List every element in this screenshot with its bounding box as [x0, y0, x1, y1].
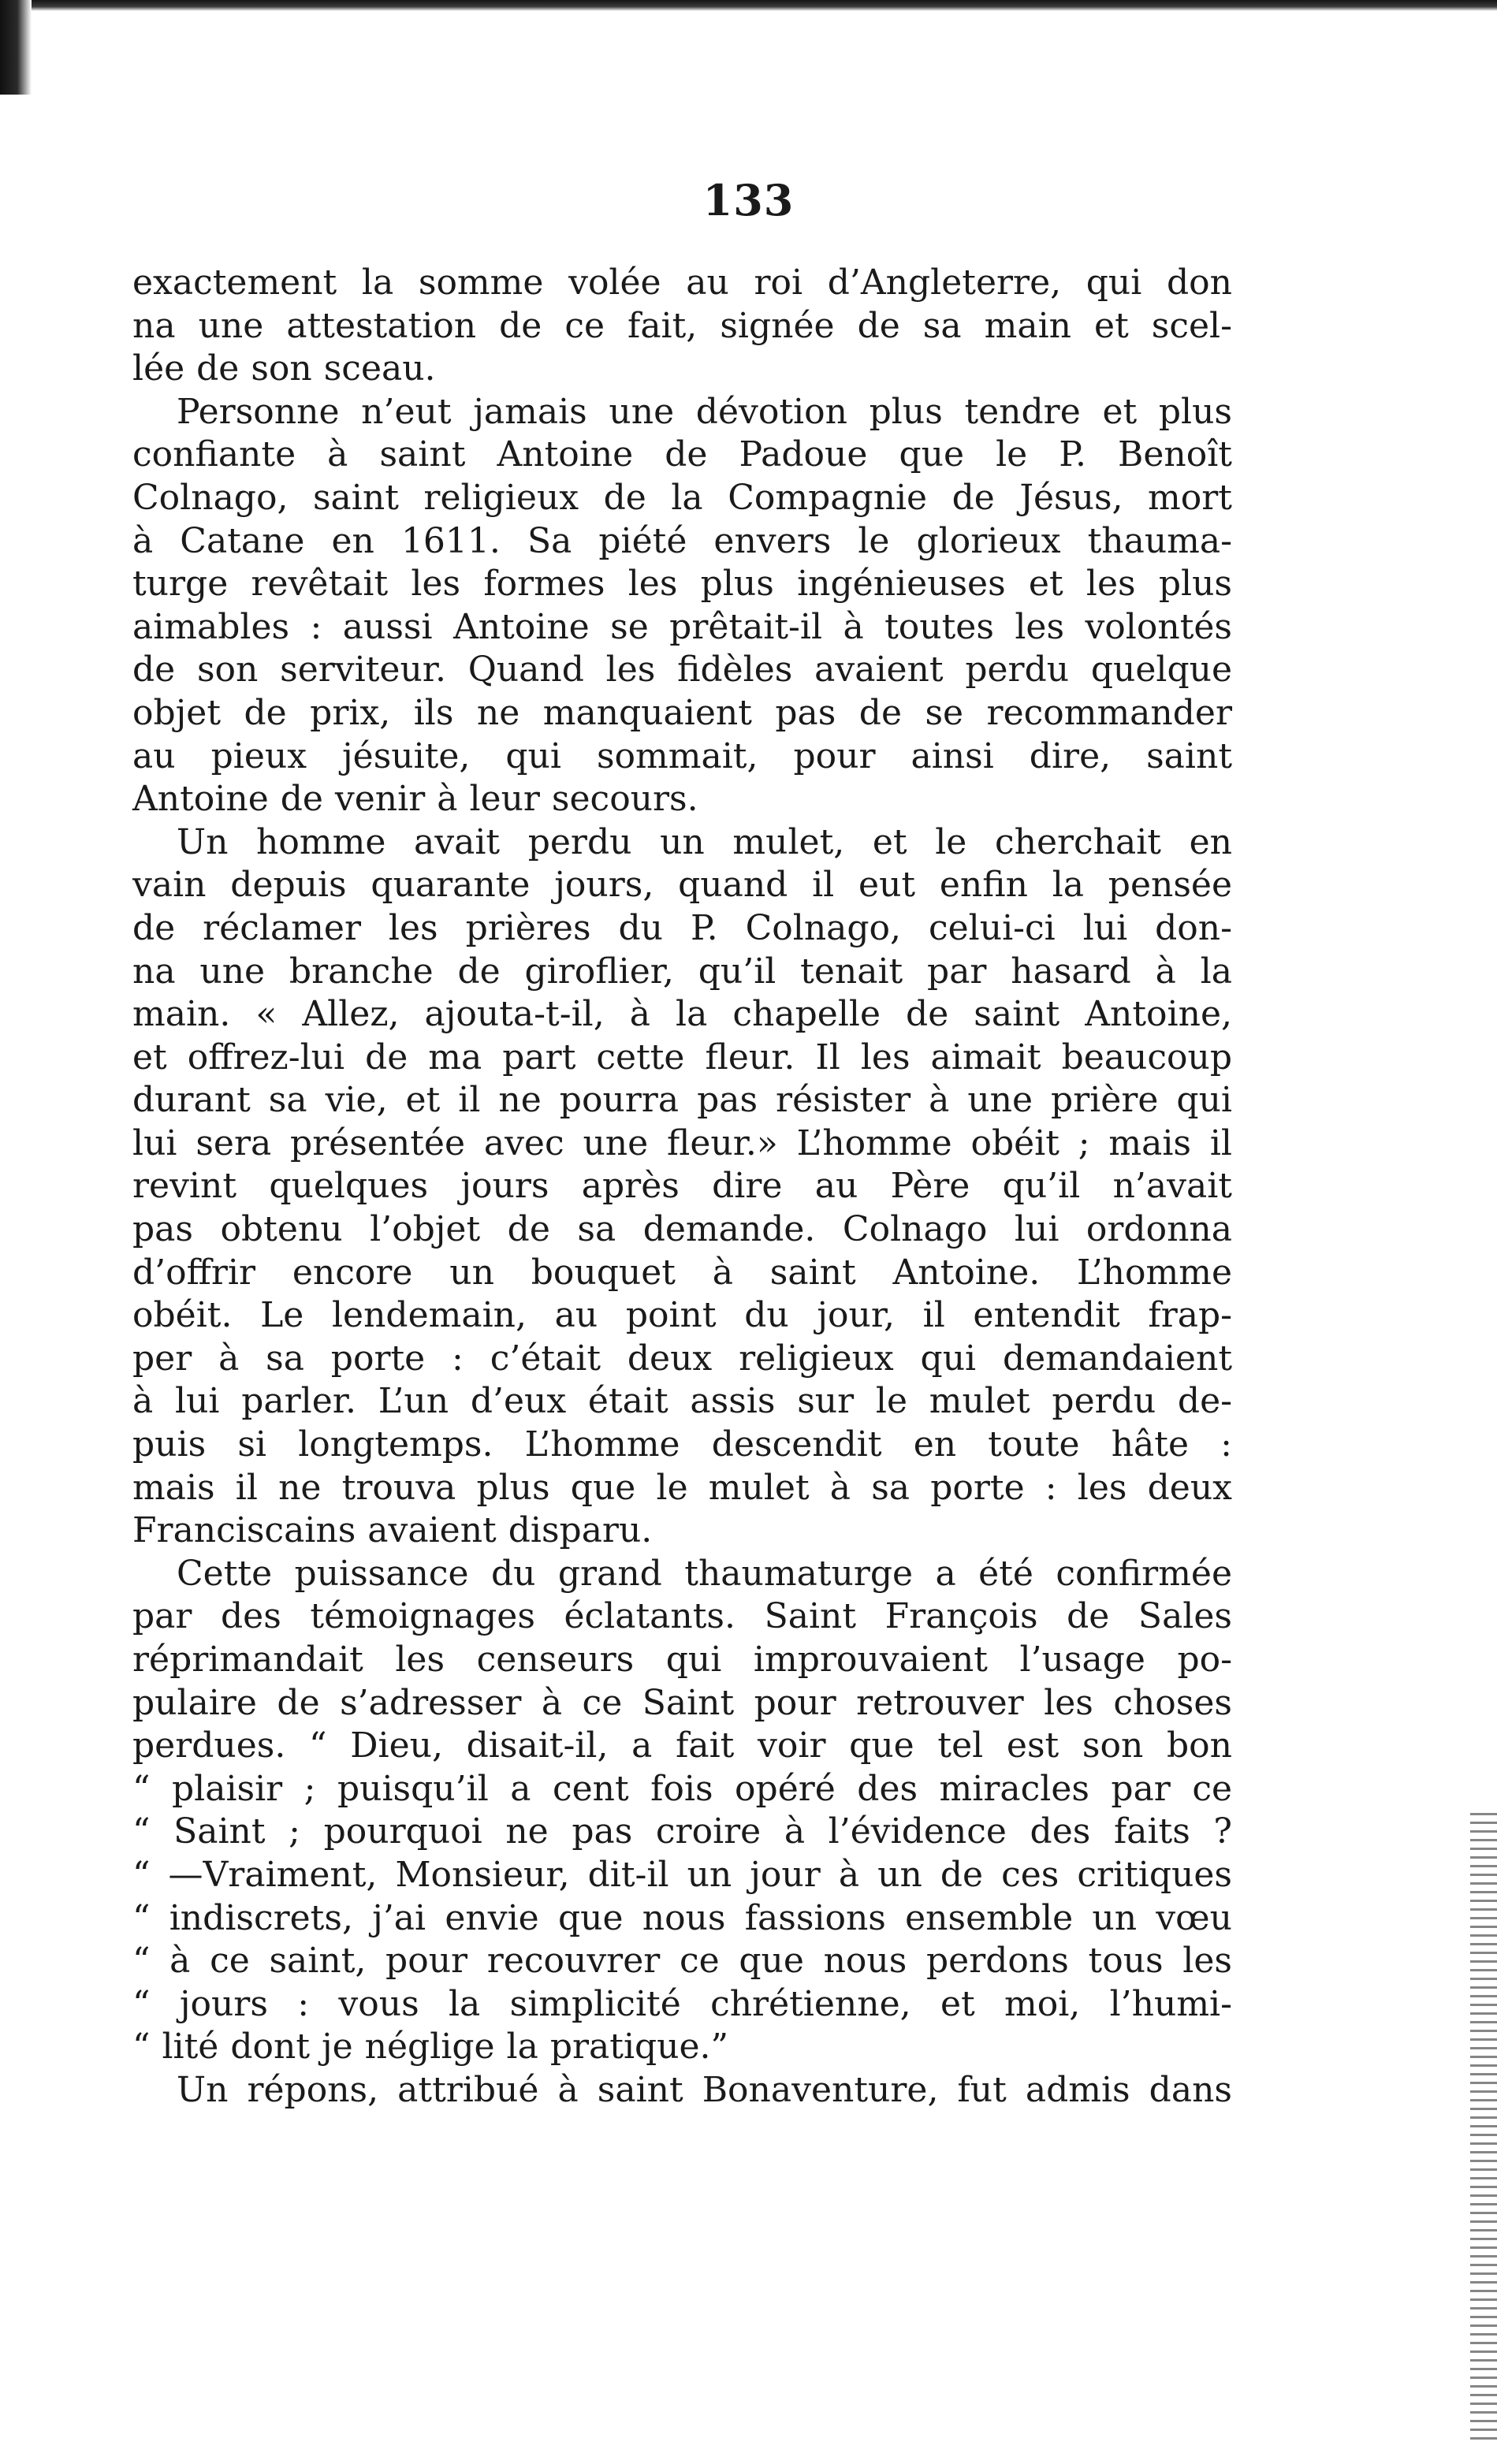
- text-line: pulaire de s’adresser à ce Saint pour retrouver les choses: [132, 1682, 1232, 1723]
- text-line: Cette puissance du grand thaumaturge a été confirmée: [177, 1553, 1232, 1594]
- text-line: au pieux jésuite, qui sommait, pour ainsi dire, saint: [132, 735, 1232, 776]
- text-line: na une branche de giroflier, qu’il tenait par hasard à la: [132, 951, 1232, 992]
- text-line: Antoine de venir à leur secours.: [132, 779, 698, 820]
- text-line: d’offrir encore un bouquet à saint Antoine. L’homme: [132, 1252, 1232, 1293]
- text-line: objet de prix, ils ne manquaient pas de se recommander: [132, 692, 1232, 733]
- text-line: Un homme avait perdu un mulet, et le cherchait en: [177, 821, 1232, 862]
- text-line: “ indiscrets, j’ai envie que nous fassions ensemble un vœu: [132, 1897, 1232, 1938]
- text-line: “ à ce saint, pour recouvrer ce que nous perdons tous les: [132, 1941, 1232, 1982]
- text-line: Un répons, attribué à saint Bonaventure, fut admis dans: [177, 2069, 1232, 2110]
- text-line: durant sa vie, et il ne pourra pas résister à une prière qui: [132, 1080, 1232, 1121]
- text-line: exactement la somme volée au roi d’Angleterre, qui don: [132, 262, 1232, 303]
- scan-edge-right: [1470, 1813, 1497, 2444]
- text-line: de son serviteur. Quand les fidèles avaient perdu quelque: [132, 649, 1232, 690]
- scan-edge-top: [0, 0, 1497, 11]
- text-line: mais il ne trouva plus que le mulet à sa porte : les deux: [132, 1467, 1232, 1508]
- text-line: obéit. Le lendemain, au point du jour, il entendit frap-: [132, 1295, 1232, 1336]
- page-number: 133: [702, 175, 795, 225]
- text-line: “ —Vraiment, Monsieur, dit-il un jour à un de ces critiques: [132, 1854, 1232, 1895]
- text-column: [132, 262, 1232, 2112]
- text-line: main. « Allez, ajouta-t-il, à la chapelle de saint Antoine,: [132, 994, 1232, 1035]
- text-line: lée de son sceau.: [132, 348, 436, 389]
- text-line: “ lité dont je néglige la pratique.”: [132, 2027, 729, 2068]
- text-line: “ plaisir ; puisqu’il a cent fois opéré des miracles par ce: [132, 1768, 1232, 1809]
- text-line: turge revêtait les formes les plus ingénieuses et les plus: [132, 564, 1232, 605]
- text-line: réprimandait les censeurs qui improuvaient l’usage po-: [132, 1640, 1232, 1680]
- text-line: à lui parler. L’un d’eux était assis sur le mulet perdu de-: [132, 1381, 1232, 1422]
- text-line: “ jours : vous la simplicité chrétienne, et moi, l’humi-: [132, 1983, 1232, 2024]
- text-line: aimables : aussi Antoine se prêtait-il à toutes les volontés: [132, 606, 1232, 647]
- text-line: et offrez-lui de ma part cette fleur. Il les aimait beaucoup: [132, 1037, 1232, 1078]
- text-line: confiante à saint Antoine de Padoue que le P. Benoît: [132, 434, 1232, 475]
- text-line: Franciscains avaient disparu.: [132, 1510, 653, 1551]
- text-line: Colnago, saint religieux de la Compagnie de Jésus, mort: [132, 477, 1232, 518]
- text-line: de réclamer les prières du P. Colnago, celui-ci lui don-: [132, 907, 1232, 948]
- text-line: perdues. “ Dieu, disait-il, a fait voir que tel est son bon: [132, 1725, 1232, 1766]
- text-line: pas obtenu l’objet de sa demande. Colnago lui ordonna: [132, 1209, 1232, 1250]
- text-line: à Catane en 1611. Sa piété envers le glorieux thauma-: [132, 520, 1232, 561]
- text-line: vain depuis quarante jours, quand il eut enfin la pensée: [132, 865, 1232, 906]
- text-line: per à sa porte : c’était deux religieux qui demandaient: [132, 1338, 1232, 1379]
- text-line: na une attestation de ce fait, signée de sa main et scel-: [132, 305, 1232, 346]
- text-line: lui sera présentée avec une fleur.» L’homme obéit ; mais il: [132, 1122, 1232, 1163]
- text-line: puis si longtemps. L’homme descendit en toute hâte :: [132, 1424, 1232, 1465]
- text-line: revint quelques jours après dire au Père qu’il n’avait: [132, 1166, 1232, 1207]
- text-line: par des témoignages éclatants. Saint François de Sales: [132, 1596, 1232, 1637]
- text-line: “ Saint ; pourquoi ne pas croire à l’évidence des faits ?: [132, 1811, 1232, 1852]
- text-line: Personne n’eut jamais une dévotion plus tendre et plus: [177, 391, 1232, 432]
- scan-edge-left: [0, 0, 32, 95]
